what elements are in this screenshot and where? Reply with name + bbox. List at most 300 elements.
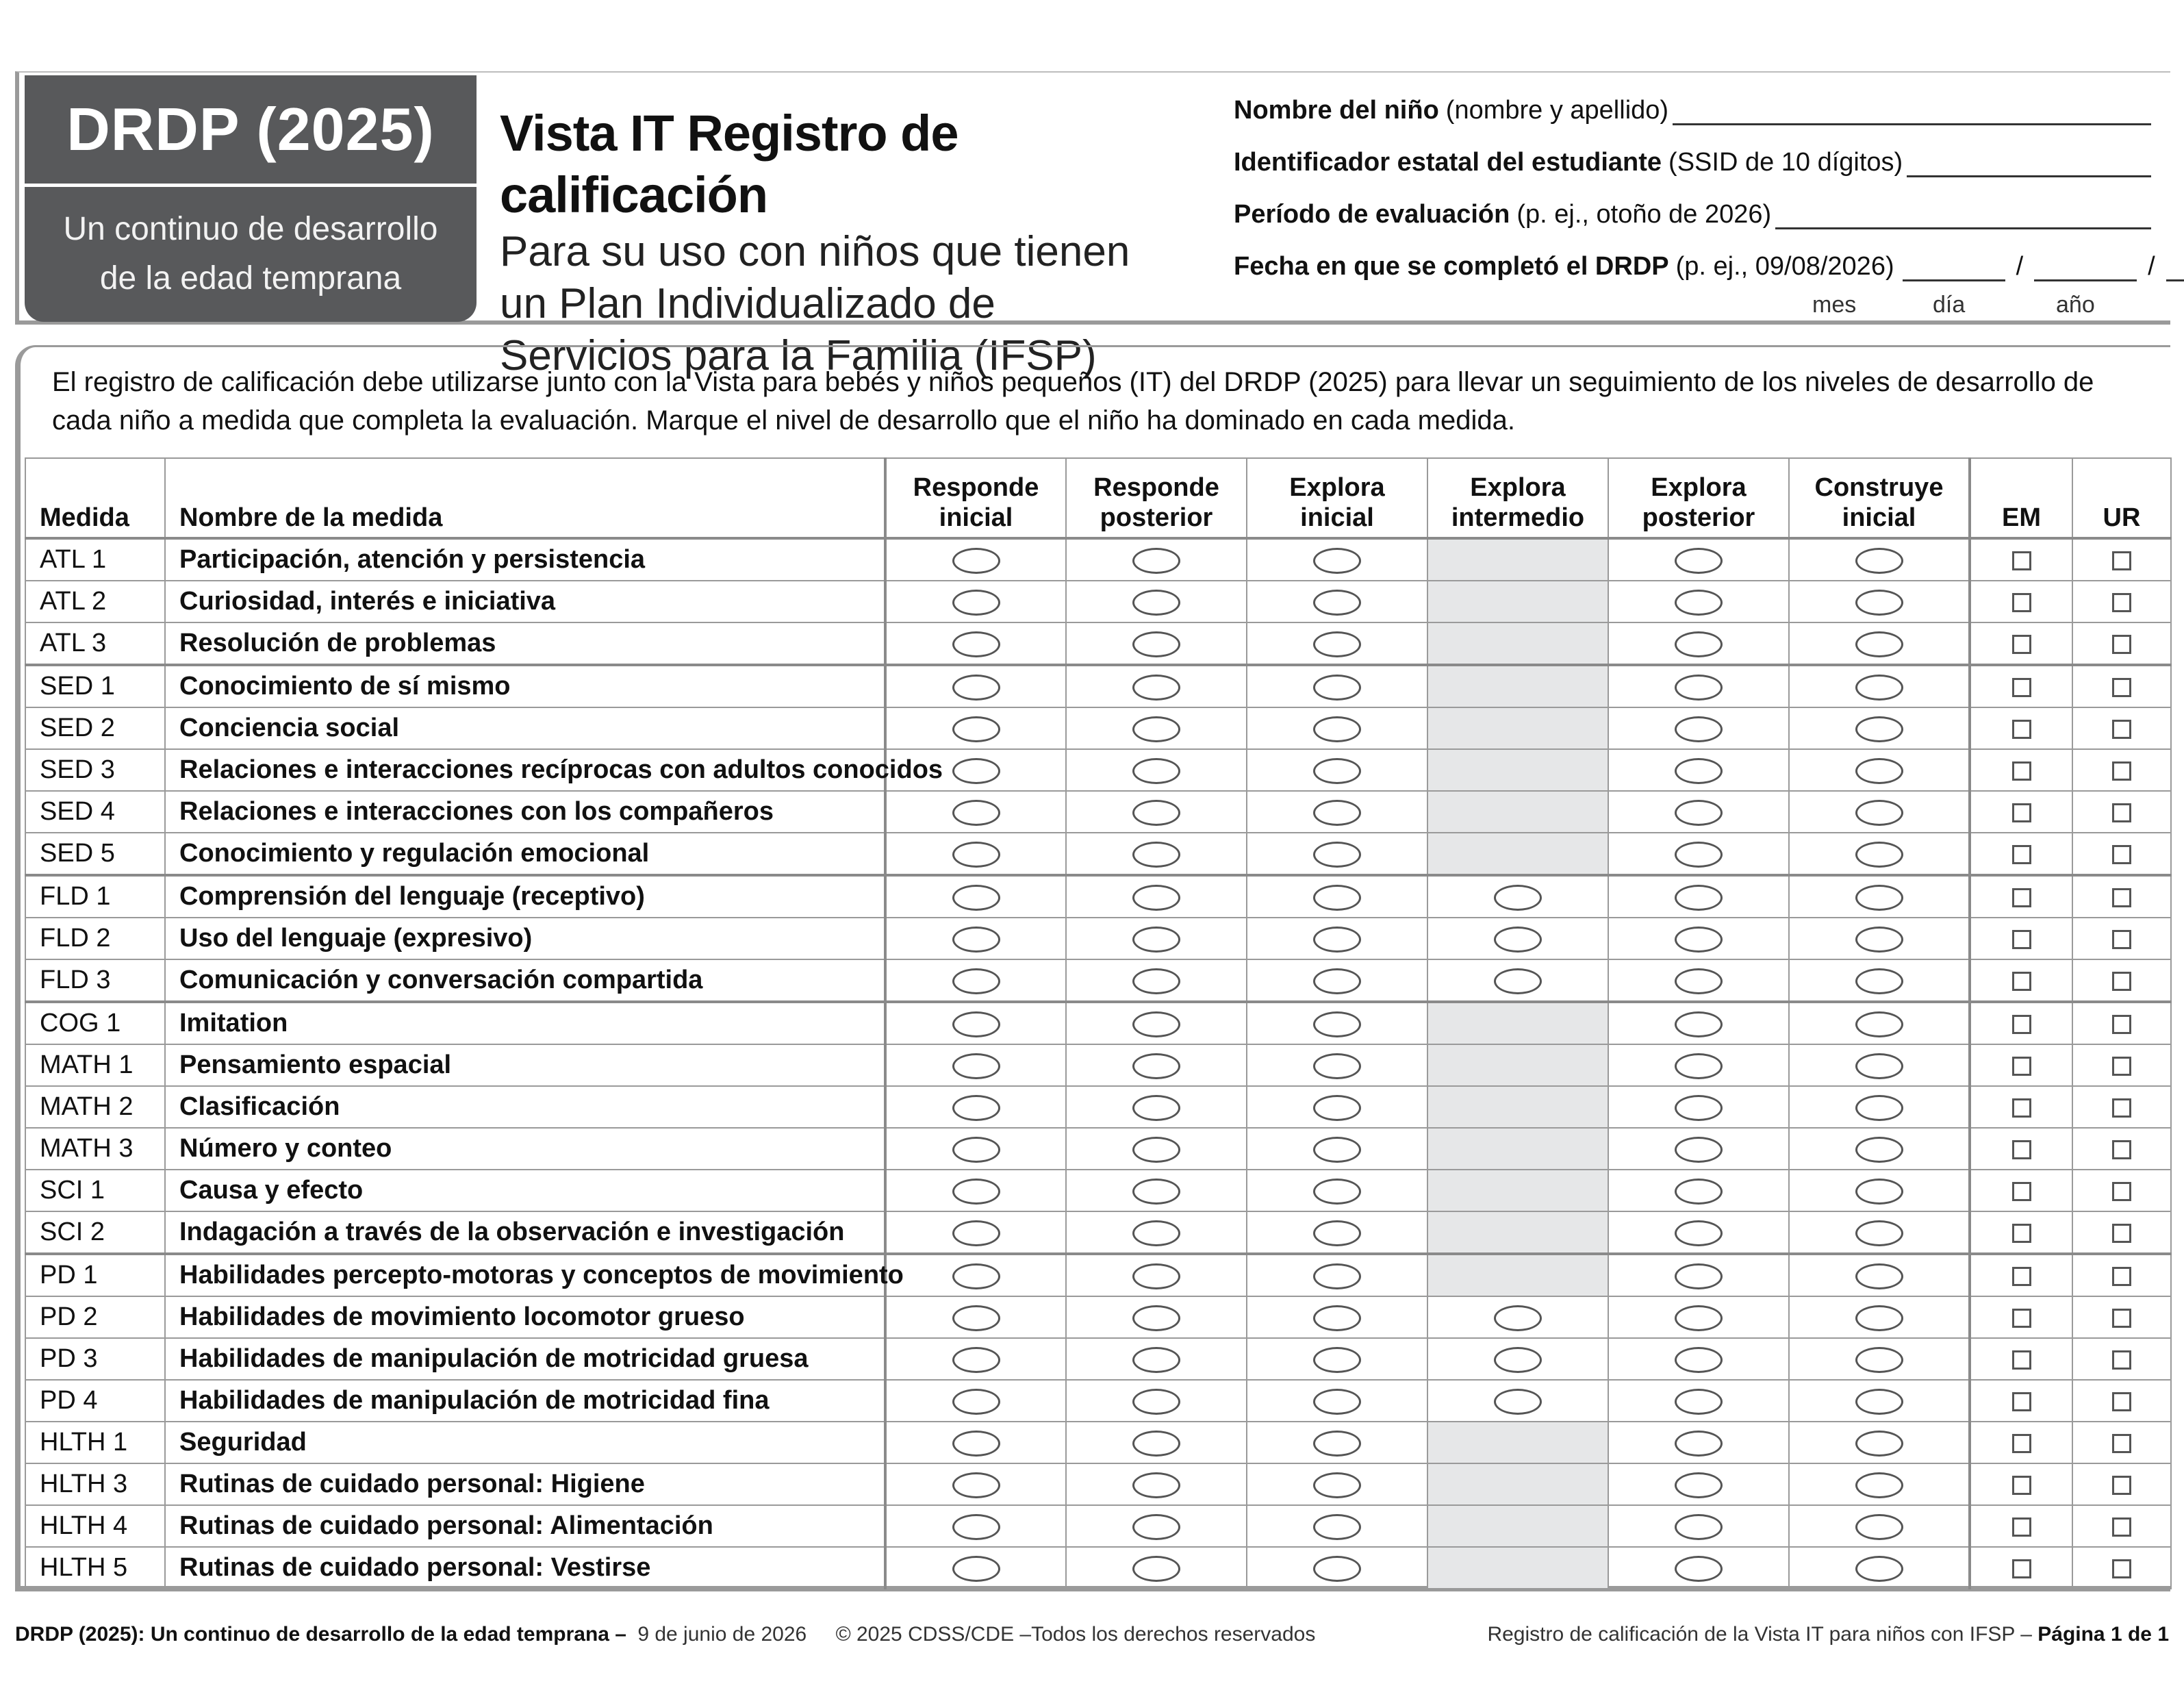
em-checkbox[interactable] bbox=[2012, 1517, 2031, 1537]
title-block bbox=[500, 103, 1184, 382]
rating-bubble-explora-posterior[interactable] bbox=[1675, 1220, 1723, 1246]
rating-bubble-responde-inicial[interactable] bbox=[952, 1220, 1000, 1246]
rating-bubble-explora-inicial[interactable] bbox=[1313, 1179, 1361, 1205]
rating-bubble-explora-inicial[interactable] bbox=[1313, 1011, 1361, 1037]
ur-checkbox[interactable] bbox=[2112, 720, 2131, 739]
ur-checkbox[interactable] bbox=[2112, 1559, 2131, 1578]
rating-bubble-explora-posterior[interactable] bbox=[1675, 800, 1723, 826]
rating-bubble-explora-posterior[interactable] bbox=[1675, 1305, 1723, 1331]
footer-left bbox=[15, 1623, 1315, 1646]
table-row bbox=[25, 1254, 2171, 1296]
table-row bbox=[25, 1296, 2171, 1338]
ur-checkbox[interactable] bbox=[2112, 1476, 2131, 1495]
rating-bubble-responde-inicial[interactable] bbox=[952, 1263, 1000, 1289]
rating-bubble-responde-inicial[interactable] bbox=[952, 1011, 1000, 1037]
rating-bubble-responde-posterior[interactable] bbox=[1132, 716, 1180, 742]
level-cell-explora-inicial bbox=[1247, 959, 1427, 1002]
table-row bbox=[25, 581, 2171, 622]
em-cell bbox=[1970, 791, 2072, 833]
level-cell-explora-posterior bbox=[1608, 1296, 1789, 1338]
rating-bubble-responde-posterior[interactable] bbox=[1132, 1220, 1180, 1246]
level-cell-explora-inicial bbox=[1247, 1547, 1427, 1589]
ur-checkbox[interactable] bbox=[2112, 1098, 2131, 1118]
child-name-hint: (nombre y apellido) bbox=[1445, 96, 1669, 125]
rating-bubble-explora-posterior[interactable] bbox=[1675, 1514, 1723, 1540]
rating-bubble-responde-inicial[interactable] bbox=[952, 927, 1000, 953]
em-checkbox[interactable] bbox=[2012, 1392, 2031, 1411]
rating-bubble-construye-inicial[interactable] bbox=[1855, 1263, 1903, 1289]
rating-bubble-construye-inicial[interactable] bbox=[1855, 1179, 1903, 1205]
rating-bubble-responde-posterior[interactable] bbox=[1132, 1347, 1180, 1373]
rating-bubble-responde-posterior[interactable] bbox=[1132, 590, 1180, 616]
em-checkbox[interactable] bbox=[2012, 678, 2031, 697]
rating-bubble-responde-posterior[interactable] bbox=[1132, 1053, 1180, 1079]
em-cell bbox=[1970, 833, 2072, 875]
ur-checkbox[interactable] bbox=[2112, 1350, 2131, 1370]
rating-bubble-explora-inicial[interactable] bbox=[1313, 548, 1361, 574]
rating-bubble-responde-posterior[interactable] bbox=[1132, 1263, 1180, 1289]
rating-bubble-explora-posterior[interactable] bbox=[1675, 716, 1723, 742]
level-cell-explora-inicial bbox=[1247, 1086, 1427, 1128]
page-subtitle-line1: Para su uso con niños que tienen bbox=[500, 228, 1130, 275]
rating-bubble-explora-posterior[interactable] bbox=[1675, 1137, 1723, 1163]
ur-checkbox[interactable] bbox=[2112, 761, 2131, 781]
measure-code: HLTH 1 bbox=[25, 1422, 165, 1463]
em-checkbox[interactable] bbox=[2012, 1309, 2031, 1328]
ur-checkbox[interactable] bbox=[2112, 678, 2131, 697]
ur-cell bbox=[2072, 665, 2171, 707]
ur-checkbox[interactable] bbox=[2112, 1224, 2131, 1243]
rating-bubble-explora-intermedio[interactable] bbox=[1494, 1347, 1542, 1373]
em-checkbox[interactable] bbox=[2012, 972, 2031, 991]
level-cell-responde-inicial bbox=[885, 1422, 1066, 1463]
rating-bubble-construye-inicial[interactable] bbox=[1855, 675, 1903, 701]
rating-bubble-explora-inicial[interactable] bbox=[1313, 590, 1361, 616]
level-cell-explora-inicial bbox=[1247, 1380, 1427, 1422]
header-responde-posterior-l2: posterior bbox=[1100, 503, 1213, 532]
rating-bubble-explora-inicial[interactable] bbox=[1313, 842, 1361, 868]
level-cell-explora-inicial bbox=[1247, 1128, 1427, 1170]
rating-bubble-explora-posterior[interactable] bbox=[1675, 675, 1723, 701]
level-cell-responde-posterior bbox=[1066, 622, 1247, 665]
ur-checkbox[interactable] bbox=[2112, 930, 2131, 949]
rating-bubble-explora-posterior[interactable] bbox=[1675, 1263, 1723, 1289]
rating-bubble-explora-inicial[interactable] bbox=[1313, 885, 1361, 911]
measure-name: Seguridad bbox=[165, 1422, 885, 1463]
child-name-line[interactable] bbox=[1673, 97, 2151, 125]
level-cell-unavailable bbox=[1427, 833, 1608, 875]
rating-bubble-construye-inicial[interactable] bbox=[1855, 968, 1903, 994]
ur-checkbox[interactable] bbox=[2112, 1057, 2131, 1076]
table-row bbox=[25, 959, 2171, 1002]
level-cell-explora-posterior bbox=[1608, 707, 1789, 749]
rating-bubble-explora-posterior[interactable] bbox=[1675, 927, 1723, 953]
rating-bubble-construye-inicial[interactable] bbox=[1855, 1347, 1903, 1373]
level-cell-responde-inicial bbox=[885, 622, 1066, 665]
level-cell-responde-inicial bbox=[885, 1380, 1066, 1422]
rating-bubble-construye-inicial[interactable] bbox=[1855, 1472, 1903, 1498]
rating-bubble-responde-inicial[interactable] bbox=[952, 885, 1000, 911]
rating-bubble-responde-posterior[interactable] bbox=[1132, 968, 1180, 994]
level-cell-construye-inicial bbox=[1789, 1380, 1970, 1422]
measure-name: Rutinas de cuidado personal: Higiene bbox=[165, 1463, 885, 1505]
rating-bubble-responde-posterior[interactable] bbox=[1132, 1389, 1180, 1415]
table-row bbox=[25, 1044, 2171, 1086]
table-row bbox=[25, 749, 2171, 791]
level-cell-explora-posterior bbox=[1608, 1086, 1789, 1128]
rating-bubble-construye-inicial[interactable] bbox=[1855, 590, 1903, 616]
rating-bubble-construye-inicial[interactable] bbox=[1855, 758, 1903, 784]
ur-checkbox[interactable] bbox=[2112, 888, 2131, 907]
measure-name: Habilidades de manipulación de motricidad gruesa bbox=[165, 1338, 885, 1380]
rating-bubble-construye-inicial[interactable] bbox=[1855, 1095, 1903, 1121]
rating-bubble-responde-inicial[interactable] bbox=[952, 1137, 1000, 1163]
em-checkbox[interactable] bbox=[2012, 888, 2031, 907]
header-explora-inicial bbox=[1247, 458, 1427, 538]
rating-bubble-construye-inicial[interactable] bbox=[1855, 1556, 1903, 1582]
rating-bubble-explora-posterior[interactable] bbox=[1675, 842, 1723, 868]
em-checkbox[interactable] bbox=[2012, 720, 2031, 739]
rating-bubble-responde-posterior[interactable] bbox=[1132, 631, 1180, 657]
page-subtitle-line3: Servicios para la Familia (IFSP) bbox=[500, 332, 1097, 379]
date-slash-1: / bbox=[2016, 252, 2024, 281]
em-cell bbox=[1970, 918, 2072, 959]
header-explora-posterior-l2: posterior bbox=[1642, 503, 1755, 532]
rating-bubble-explora-inicial[interactable] bbox=[1313, 1263, 1361, 1289]
footer-document-title: DRDP (2025): Un continuo de desarrollo de la edad temprana – bbox=[15, 1623, 626, 1646]
date-day-line[interactable] bbox=[2034, 253, 2137, 281]
em-cell bbox=[1970, 1296, 2072, 1338]
ur-checkbox[interactable] bbox=[2112, 1434, 2131, 1453]
table-row bbox=[25, 538, 2171, 581]
level-cell-construye-inicial bbox=[1789, 707, 1970, 749]
rating-bubble-responde-posterior[interactable] bbox=[1132, 1095, 1180, 1121]
ur-cell bbox=[2072, 749, 2171, 791]
header-construye-inicial bbox=[1789, 458, 1970, 538]
level-cell-explora-intermedio bbox=[1427, 1338, 1608, 1380]
rating-bubble-responde-inicial[interactable] bbox=[952, 631, 1000, 657]
rating-bubble-responde-inicial[interactable] bbox=[952, 1305, 1000, 1331]
em-checkbox[interactable] bbox=[2012, 1476, 2031, 1495]
rating-bubble-explora-posterior[interactable] bbox=[1675, 1431, 1723, 1457]
level-cell-unavailable bbox=[1427, 707, 1608, 749]
rating-bubble-construye-inicial[interactable] bbox=[1855, 1389, 1903, 1415]
level-cell-construye-inicial bbox=[1789, 581, 1970, 622]
em-checkbox[interactable] bbox=[2012, 1057, 2031, 1076]
level-cell-responde-posterior bbox=[1066, 833, 1247, 875]
rating-bubble-construye-inicial[interactable] bbox=[1855, 927, 1903, 953]
rating-bubble-responde-posterior[interactable] bbox=[1132, 1472, 1180, 1498]
rating-bubble-explora-posterior[interactable] bbox=[1675, 1347, 1723, 1373]
ur-checkbox[interactable] bbox=[2112, 1015, 2131, 1034]
em-checkbox[interactable] bbox=[2012, 1267, 2031, 1286]
em-cell bbox=[1970, 707, 2072, 749]
em-checkbox[interactable] bbox=[2012, 930, 2031, 949]
level-cell-construye-inicial bbox=[1789, 1505, 1970, 1547]
em-checkbox[interactable] bbox=[2012, 1434, 2031, 1453]
rating-table bbox=[25, 457, 2172, 1589]
ur-checkbox[interactable] bbox=[2112, 551, 2131, 570]
level-cell-explora-posterior bbox=[1608, 1547, 1789, 1589]
ssid-line[interactable] bbox=[1907, 149, 2151, 177]
rating-bubble-explora-inicial[interactable] bbox=[1313, 1472, 1361, 1498]
rating-bubble-explora-posterior[interactable] bbox=[1675, 968, 1723, 994]
rating-bubble-construye-inicial[interactable] bbox=[1855, 1053, 1903, 1079]
em-checkbox[interactable] bbox=[2012, 1098, 2031, 1118]
rating-bubble-construye-inicial[interactable] bbox=[1855, 1431, 1903, 1457]
rating-bubble-responde-inicial[interactable] bbox=[952, 758, 1000, 784]
ur-cell bbox=[2072, 1296, 2171, 1338]
rating-bubble-construye-inicial[interactable] bbox=[1855, 1011, 1903, 1037]
rating-bubble-explora-posterior[interactable] bbox=[1675, 1095, 1723, 1121]
brand-block bbox=[25, 75, 477, 322]
rating-bubble-responde-posterior[interactable] bbox=[1132, 1431, 1180, 1457]
table-row bbox=[25, 1002, 2171, 1044]
level-cell-responde-posterior bbox=[1066, 791, 1247, 833]
table-row bbox=[25, 1170, 2171, 1211]
level-cell-explora-inicial bbox=[1247, 1338, 1427, 1380]
em-checkbox[interactable] bbox=[2012, 1559, 2031, 1578]
rating-bubble-explora-intermedio[interactable] bbox=[1494, 968, 1542, 994]
date-inputs[interactable] bbox=[1894, 252, 2184, 281]
level-cell-explora-intermedio bbox=[1427, 918, 1608, 959]
ur-checkbox[interactable] bbox=[2112, 1392, 2131, 1411]
rating-bubble-explora-inicial[interactable] bbox=[1313, 1389, 1361, 1415]
rating-bubble-explora-inicial[interactable] bbox=[1313, 1305, 1361, 1331]
rating-bubble-responde-posterior[interactable] bbox=[1132, 1556, 1180, 1582]
em-checkbox[interactable] bbox=[2012, 551, 2031, 570]
em-checkbox[interactable] bbox=[2012, 761, 2031, 781]
em-checkbox[interactable] bbox=[2012, 845, 2031, 864]
em-cell bbox=[1970, 538, 2072, 581]
level-cell-explora-inicial bbox=[1247, 1463, 1427, 1505]
rating-bubble-responde-inicial[interactable] bbox=[952, 842, 1000, 868]
date-field[interactable] bbox=[1234, 252, 2155, 281]
rating-bubble-construye-inicial[interactable] bbox=[1855, 716, 1903, 742]
rating-bubble-explora-inicial[interactable] bbox=[1313, 927, 1361, 953]
rating-bubble-explora-posterior[interactable] bbox=[1675, 1011, 1723, 1037]
rating-bubble-responde-posterior[interactable] bbox=[1132, 758, 1180, 784]
rating-bubble-explora-inicial[interactable] bbox=[1313, 716, 1361, 742]
level-cell-responde-posterior bbox=[1066, 665, 1247, 707]
em-checkbox[interactable] bbox=[2012, 803, 2031, 822]
period-field[interactable] bbox=[1234, 200, 2151, 229]
measure-name: Rutinas de cuidado personal: Alimentación bbox=[165, 1505, 885, 1547]
rating-bubble-explora-intermedio[interactable] bbox=[1494, 927, 1542, 953]
level-cell-unavailable bbox=[1427, 1211, 1608, 1254]
measure-name: Comunicación y conversación compartida bbox=[165, 959, 885, 1002]
rating-bubble-responde-inicial[interactable] bbox=[952, 1095, 1000, 1121]
rating-bubble-construye-inicial[interactable] bbox=[1855, 842, 1903, 868]
measure-code: PD 4 bbox=[25, 1380, 165, 1422]
footer-copyright: © 2025 CDSS/CDE –Todos los derechos reservados bbox=[835, 1623, 1316, 1646]
level-cell-explora-inicial bbox=[1247, 833, 1427, 875]
level-cell-unavailable bbox=[1427, 749, 1608, 791]
em-cell bbox=[1970, 749, 2072, 791]
rating-bubble-responde-posterior[interactable] bbox=[1132, 885, 1180, 911]
measure-name: Resolución de problemas bbox=[165, 622, 885, 665]
rating-bubble-explora-inicial[interactable] bbox=[1313, 758, 1361, 784]
ur-checkbox[interactable] bbox=[2112, 1517, 2131, 1537]
level-cell-explora-inicial bbox=[1247, 622, 1427, 665]
level-cell-construye-inicial bbox=[1789, 1002, 1970, 1044]
rating-bubble-responde-inicial[interactable] bbox=[952, 968, 1000, 994]
ur-checkbox[interactable] bbox=[2112, 593, 2131, 612]
level-cell-responde-inicial bbox=[885, 1002, 1066, 1044]
ur-checkbox[interactable] bbox=[2112, 1309, 2131, 1328]
table-row bbox=[25, 665, 2171, 707]
ur-cell bbox=[2072, 918, 2171, 959]
period-line[interactable] bbox=[1775, 201, 2151, 229]
date-year-line[interactable] bbox=[2166, 253, 2184, 281]
em-checkbox[interactable] bbox=[2012, 635, 2031, 654]
rating-bubble-explora-intermedio[interactable] bbox=[1494, 885, 1542, 911]
rating-bubble-responde-posterior[interactable] bbox=[1132, 548, 1180, 574]
level-cell-construye-inicial bbox=[1789, 875, 1970, 918]
rating-bubble-responde-posterior[interactable] bbox=[1132, 1305, 1180, 1331]
rating-bubble-responde-posterior[interactable] bbox=[1132, 1011, 1180, 1037]
rating-bubble-responde-posterior[interactable] bbox=[1132, 1179, 1180, 1205]
rating-bubble-responde-inicial[interactable] bbox=[952, 1347, 1000, 1373]
header-responde-posterior-l1: Responde bbox=[1093, 473, 1219, 502]
rating-bubble-explora-posterior[interactable] bbox=[1675, 1389, 1723, 1415]
rating-bubble-responde-inicial[interactable] bbox=[952, 1389, 1000, 1415]
em-checkbox[interactable] bbox=[2012, 1350, 2031, 1370]
rating-bubble-explora-inicial[interactable] bbox=[1313, 1137, 1361, 1163]
ur-checkbox[interactable] bbox=[2112, 845, 2131, 864]
rating-bubble-explora-posterior[interactable] bbox=[1675, 885, 1723, 911]
rating-bubble-explora-intermedio[interactable] bbox=[1494, 1389, 1542, 1415]
rating-bubble-explora-inicial[interactable] bbox=[1313, 800, 1361, 826]
rating-bubble-responde-inicial[interactable] bbox=[952, 1472, 1000, 1498]
measure-name: Conocimiento y regulación emocional bbox=[165, 833, 885, 875]
ur-checkbox[interactable] bbox=[2112, 635, 2131, 654]
table-row bbox=[25, 1422, 2171, 1463]
rating-bubble-responde-posterior[interactable] bbox=[1132, 1137, 1180, 1163]
table-row bbox=[25, 1505, 2171, 1547]
ur-cell bbox=[2072, 1380, 2171, 1422]
rating-bubble-explora-posterior[interactable] bbox=[1675, 1472, 1723, 1498]
child-name-field[interactable] bbox=[1234, 96, 2151, 125]
rating-bubble-explora-posterior[interactable] bbox=[1675, 758, 1723, 784]
rating-bubble-explora-posterior[interactable] bbox=[1675, 1179, 1723, 1205]
ur-checkbox[interactable] bbox=[2112, 1182, 2131, 1201]
rating-bubble-construye-inicial[interactable] bbox=[1855, 1220, 1903, 1246]
ur-checkbox[interactable] bbox=[2112, 1267, 2131, 1286]
rating-bubble-construye-inicial[interactable] bbox=[1855, 1137, 1903, 1163]
level-cell-explora-inicial bbox=[1247, 918, 1427, 959]
measure-code: ATL 3 bbox=[25, 622, 165, 665]
rating-bubble-explora-inicial[interactable] bbox=[1313, 675, 1361, 701]
rating-bubble-responde-inicial[interactable] bbox=[952, 1053, 1000, 1079]
ur-checkbox[interactable] bbox=[2112, 972, 2131, 991]
rating-bubble-explora-inicial[interactable] bbox=[1313, 1053, 1361, 1079]
measure-code: PD 2 bbox=[25, 1296, 165, 1338]
rating-bubble-responde-inicial[interactable] bbox=[952, 1556, 1000, 1582]
level-cell-responde-inicial bbox=[885, 875, 1066, 918]
rating-bubble-responde-posterior[interactable] bbox=[1132, 675, 1180, 701]
measure-code: ATL 2 bbox=[25, 581, 165, 622]
level-cell-explora-posterior bbox=[1608, 875, 1789, 918]
ur-checkbox[interactable] bbox=[2112, 1140, 2131, 1159]
rating-bubble-responde-inicial[interactable] bbox=[952, 1179, 1000, 1205]
rating-bubble-explora-inicial[interactable] bbox=[1313, 1556, 1361, 1582]
level-cell-construye-inicial bbox=[1789, 622, 1970, 665]
rating-bubble-responde-inicial[interactable] bbox=[952, 675, 1000, 701]
level-cell-explora-posterior bbox=[1608, 1422, 1789, 1463]
header-ur: UR bbox=[2072, 458, 2171, 538]
ssid-field[interactable] bbox=[1234, 148, 2151, 177]
rating-bubble-explora-inicial[interactable] bbox=[1313, 1220, 1361, 1246]
rating-bubble-explora-posterior[interactable] bbox=[1675, 590, 1723, 616]
rating-bubble-responde-posterior[interactable] bbox=[1132, 842, 1180, 868]
rating-bubble-explora-inicial[interactable] bbox=[1313, 631, 1361, 657]
rating-bubble-explora-posterior[interactable] bbox=[1675, 631, 1723, 657]
level-cell-explora-inicial bbox=[1247, 749, 1427, 791]
level-cell-responde-posterior bbox=[1066, 1547, 1247, 1589]
rating-bubble-explora-intermedio[interactable] bbox=[1494, 1305, 1542, 1331]
rating-bubble-explora-inicial[interactable] bbox=[1313, 1095, 1361, 1121]
level-cell-responde-posterior bbox=[1066, 1463, 1247, 1505]
rating-bubble-responde-inicial[interactable] bbox=[952, 548, 1000, 574]
level-cell-construye-inicial bbox=[1789, 1211, 1970, 1254]
header-responde-inicial bbox=[885, 458, 1066, 538]
level-cell-construye-inicial bbox=[1789, 833, 1970, 875]
rating-bubble-responde-posterior[interactable] bbox=[1132, 800, 1180, 826]
rating-bubble-construye-inicial[interactable] bbox=[1855, 1514, 1903, 1540]
level-cell-explora-posterior bbox=[1608, 581, 1789, 622]
rating-bubble-responde-inicial[interactable] bbox=[952, 800, 1000, 826]
em-checkbox[interactable] bbox=[2012, 1140, 2031, 1159]
em-checkbox[interactable] bbox=[2012, 1182, 2031, 1201]
rating-bubble-explora-inicial[interactable] bbox=[1313, 1347, 1361, 1373]
em-checkbox[interactable] bbox=[2012, 593, 2031, 612]
rating-bubble-construye-inicial[interactable] bbox=[1855, 885, 1903, 911]
level-cell-unavailable bbox=[1427, 538, 1608, 581]
rating-bubble-construye-inicial[interactable] bbox=[1855, 800, 1903, 826]
table-row bbox=[25, 791, 2171, 833]
level-cell-explora-posterior bbox=[1608, 1338, 1789, 1380]
rating-bubble-explora-posterior[interactable] bbox=[1675, 1556, 1723, 1582]
measure-name: Relaciones e interacciones recíprocas con adultos conocidos bbox=[165, 749, 885, 791]
rating-bubble-responde-inicial[interactable] bbox=[952, 716, 1000, 742]
rating-bubble-responde-posterior[interactable] bbox=[1132, 927, 1180, 953]
rating-bubble-responde-posterior[interactable] bbox=[1132, 1514, 1180, 1540]
rating-bubble-explora-posterior[interactable] bbox=[1675, 548, 1723, 574]
level-cell-explora-inicial bbox=[1247, 1422, 1427, 1463]
em-checkbox[interactable] bbox=[2012, 1224, 2031, 1243]
ur-checkbox[interactable] bbox=[2112, 803, 2131, 822]
measure-name: Comprensión del lenguaje (receptivo) bbox=[165, 875, 885, 918]
level-cell-explora-posterior bbox=[1608, 538, 1789, 581]
measure-name: Conocimiento de sí mismo bbox=[165, 665, 885, 707]
rating-bubble-construye-inicial[interactable] bbox=[1855, 548, 1903, 574]
em-checkbox[interactable] bbox=[2012, 1015, 2031, 1034]
rating-bubble-responde-inicial[interactable] bbox=[952, 1431, 1000, 1457]
rating-bubble-explora-inicial[interactable] bbox=[1313, 1431, 1361, 1457]
level-cell-responde-posterior bbox=[1066, 1128, 1247, 1170]
rating-bubble-explora-inicial[interactable] bbox=[1313, 968, 1361, 994]
rating-bubble-responde-inicial[interactable] bbox=[952, 1514, 1000, 1540]
header-explora-intermedio-l2: intermedio bbox=[1451, 503, 1585, 532]
date-month-line[interactable] bbox=[1903, 253, 2005, 281]
rating-bubble-construye-inicial[interactable] bbox=[1855, 631, 1903, 657]
rating-bubble-explora-inicial[interactable] bbox=[1313, 1514, 1361, 1540]
level-cell-responde-inicial bbox=[885, 1505, 1066, 1547]
rating-bubble-explora-posterior[interactable] bbox=[1675, 1053, 1723, 1079]
rating-bubble-responde-inicial[interactable] bbox=[952, 590, 1000, 616]
rating-bubble-construye-inicial[interactable] bbox=[1855, 1305, 1903, 1331]
